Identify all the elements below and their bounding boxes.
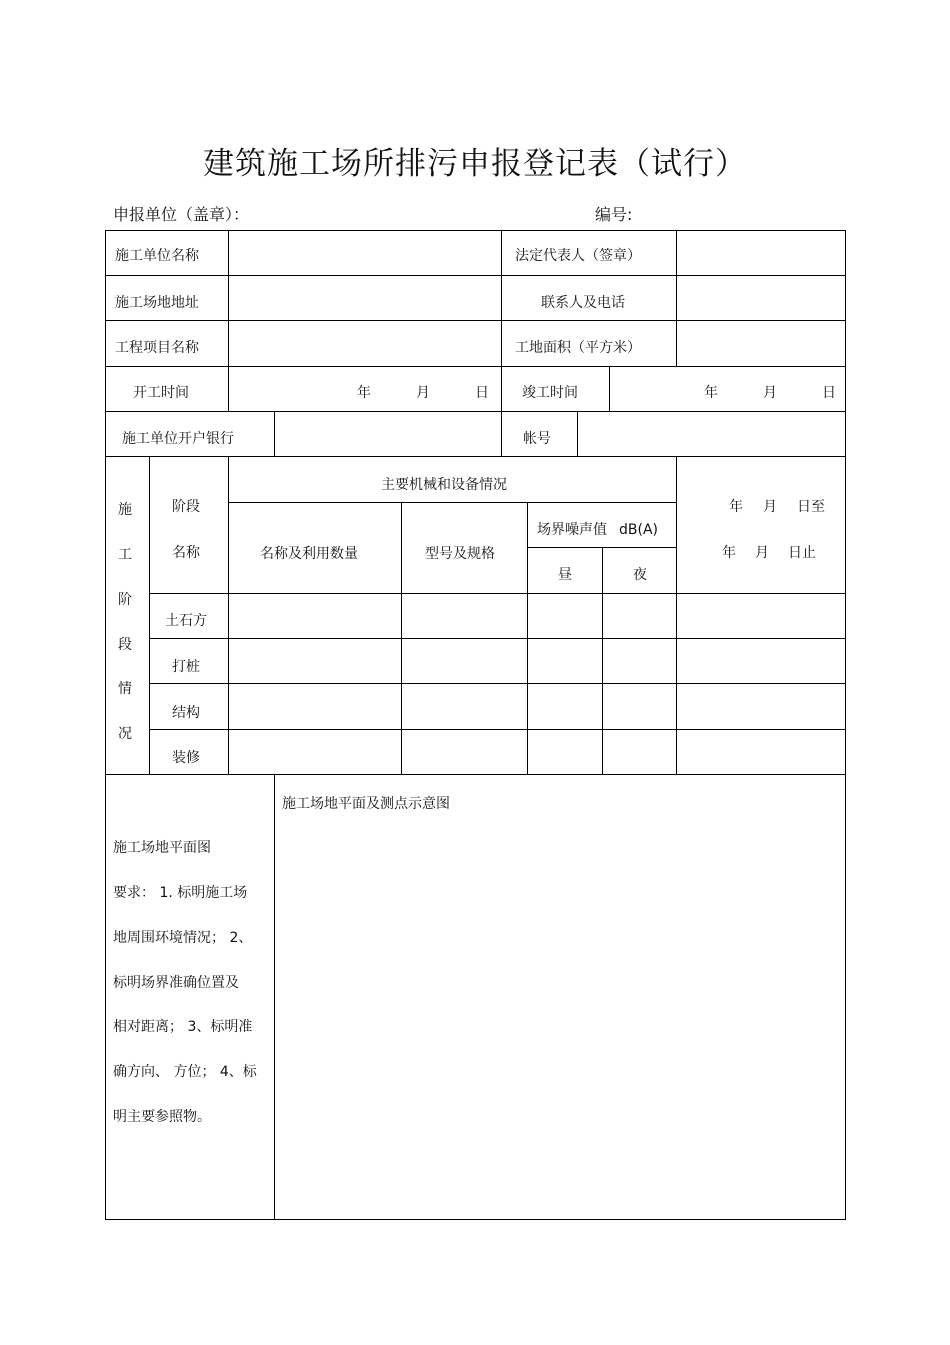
legal-representative-label: 法定代表人（签章） <box>515 248 641 264</box>
stage-structure: 结构 <box>172 705 200 721</box>
equipment-header: 主要机械和设备情况 <box>381 477 507 493</box>
plan-requirement-line: 要求： 1. 标明施工场 <box>113 885 248 901</box>
phase-side-char: 况 <box>118 726 132 742</box>
noise-label: 场界噪声值 <box>537 522 607 538</box>
noise-value-header <box>537 523 658 537</box>
stage-earthwork: 土石方 <box>165 613 207 629</box>
construction-unit-label: 施工单位名称 <box>115 248 199 264</box>
diagram-label: 施工场地平面及测点示意图 <box>282 796 450 812</box>
night-header: 夜 <box>633 567 647 583</box>
start-time-label: 开工时间 <box>133 385 189 401</box>
period-to-month: 月 <box>755 545 769 561</box>
stage-name-label: 名称 <box>172 545 200 561</box>
start-year-label: 年 <box>357 385 371 401</box>
period-from-day: 日至 <box>797 499 825 515</box>
start-day-label: 日 <box>475 385 489 401</box>
period-to-year: 年 <box>722 545 736 561</box>
page-title: 建筑施工场所排污申报登记表（试行） <box>203 146 747 182</box>
period-from-month: 月 <box>763 499 777 515</box>
period-to-day: 日止 <box>788 545 816 561</box>
site-address-label: 施工场地地址 <box>115 295 199 311</box>
stage-decoration: 装修 <box>172 750 200 766</box>
phase-side-char: 工 <box>118 547 132 563</box>
phase-side-char: 施 <box>118 502 132 518</box>
noise-unit: dB(A) <box>619 522 658 538</box>
phase-side-char: 情 <box>118 681 132 697</box>
account-label: 帐号 <box>523 431 551 447</box>
stage-label: 阶段 <box>172 499 200 515</box>
start-month-label: 月 <box>416 385 430 401</box>
completion-time-label: 竣工时间 <box>522 385 578 401</box>
completion-day-label: 日 <box>822 385 836 401</box>
plan-requirement-line: 标明场界准确位置及 <box>113 975 239 991</box>
bank-label: 施工单位开户银行 <box>122 431 234 447</box>
period-from-year: 年 <box>729 499 743 515</box>
plan-requirement-line: 地周围环境情况； 2、 <box>113 930 253 946</box>
serial-number-label: 编号: <box>595 205 633 224</box>
plan-requirement-line: 相对距离； 3、标明准 <box>113 1019 253 1035</box>
plan-title: 施工场地平面图 <box>113 840 211 856</box>
project-name-label: 工程项目名称 <box>115 340 199 356</box>
model-spec-header: 型号及规格 <box>425 546 495 562</box>
phase-side-char: 段 <box>118 637 132 653</box>
completion-month-label: 月 <box>763 385 777 401</box>
completion-year-label: 年 <box>704 385 718 401</box>
applicant-unit-label: 申报单位（盖章）： <box>113 205 250 224</box>
name-quantity-header: 名称及利用数量 <box>260 546 358 562</box>
stage-piling: 打桩 <box>172 659 200 675</box>
day-header: 昼 <box>558 567 572 583</box>
plan-requirement-line: 明主要参照物。 <box>113 1109 211 1125</box>
plan-requirement-line: 确方向、 方位； 4、标 <box>113 1064 257 1080</box>
contact-label: 联系人及电话 <box>541 295 625 311</box>
site-area-label: 工地面积（平方米） <box>515 340 641 356</box>
phase-side-char: 阶 <box>118 592 132 608</box>
